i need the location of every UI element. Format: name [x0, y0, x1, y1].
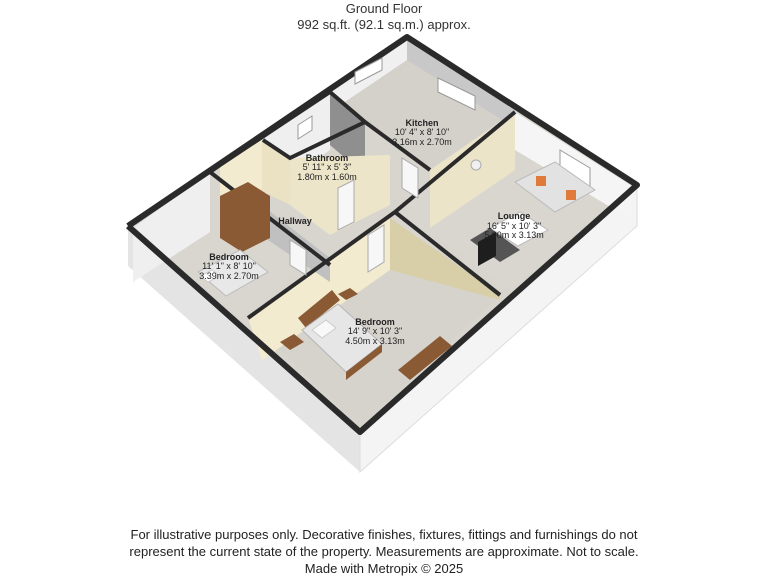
disclaimer-line-2: represent the current state of the property. Measurements are approximate. Not to scale. [129, 544, 639, 559]
kitchen-imperial: 10' 4" x 8' 10" [394, 127, 450, 137]
bathroom-label: Bathroom [305, 153, 349, 163]
floor-title: Ground Floor [345, 1, 423, 16]
kitchen-label: Kitchen [405, 118, 439, 128]
lounge-metric: 5.00m x 3.13m [484, 230, 544, 240]
lounge-label: Lounge [497, 211, 531, 221]
bedroom-large-metric: 4.50m x 3.13m [345, 336, 405, 346]
kitchen-metric: 3.16m x 2.70m [392, 137, 452, 147]
bathroom-metric: 1.80m x 1.60m [297, 172, 357, 182]
credit-line: Made with Metropix © 2025 [304, 561, 464, 576]
hallway-label: Hallway [278, 216, 312, 226]
bathroom-imperial: 5' 11" x 5' 3" [302, 162, 352, 172]
bedroom-small-imperial: 11' 1" x 8' 10" [202, 261, 256, 271]
lounge-imperial: 16' 5" x 10' 3" [486, 221, 542, 231]
cushion-orange-2 [566, 190, 576, 200]
wardrobe [220, 182, 270, 252]
cushion-orange-1 [536, 176, 546, 186]
floor-area: 992 sq.ft. (92.1 sq.m.) approx. [297, 17, 471, 32]
disclaimer [0, 526, 768, 577]
disclaimer-line-1: For illustrative purposes only. Decorative finishes, fixtures, fittings and furnishings do not [130, 527, 638, 542]
bedroom-large-imperial: 14' 9" x 10' 3" [347, 326, 403, 336]
bedroom-large-label: Bedroom [355, 317, 395, 327]
bedroom-small-metric: 3.39m x 2.70m [199, 271, 259, 281]
bathroom-door [338, 180, 354, 230]
bedroom-small-label: Bedroom [209, 252, 249, 262]
floor-lamp [471, 160, 481, 170]
